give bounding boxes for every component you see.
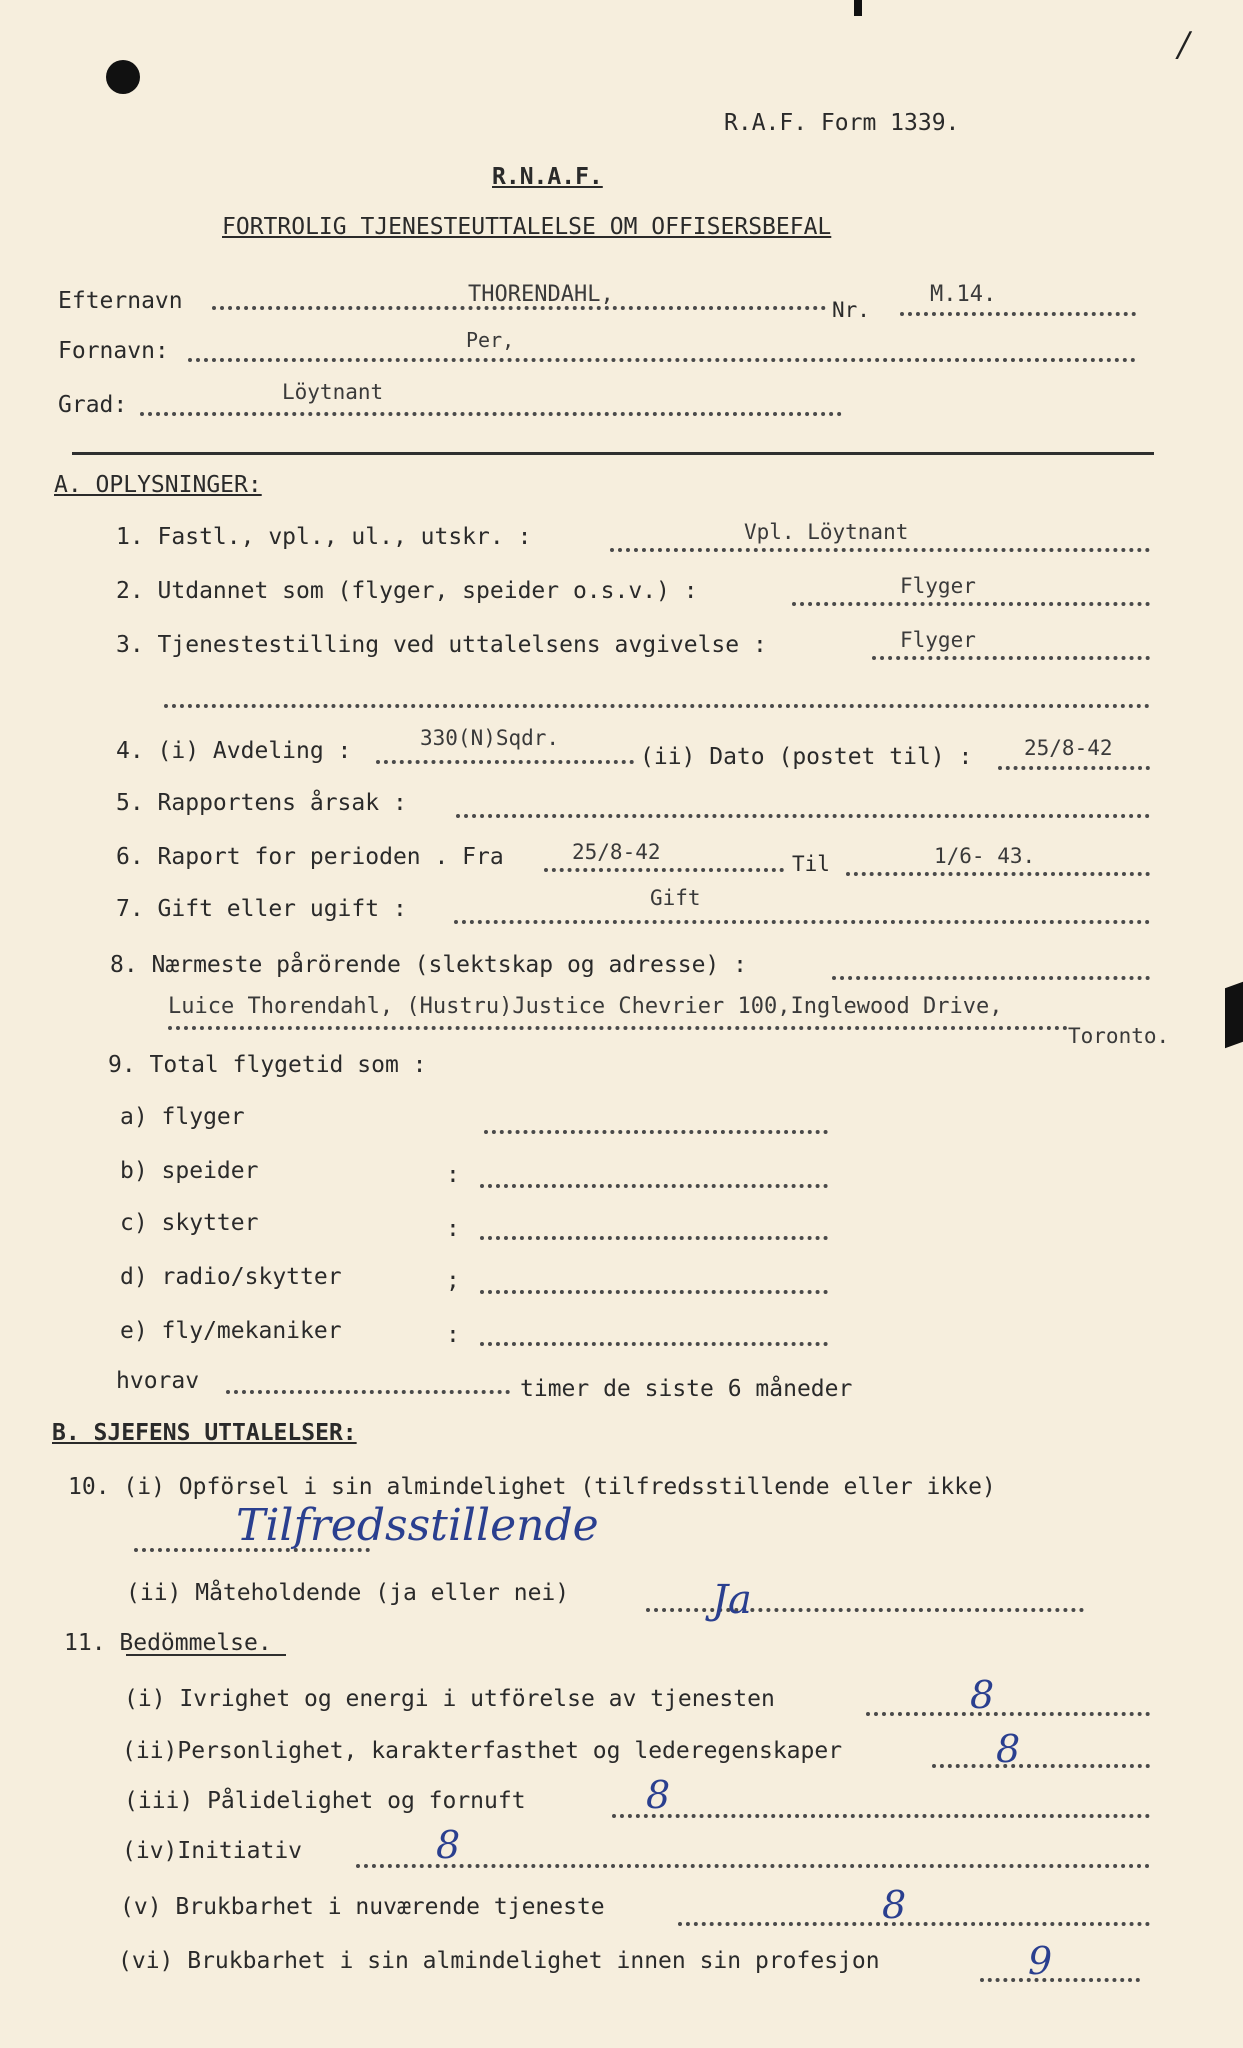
q10ii-label: (ii) Måteholdende (ja eller nei) [126, 1580, 570, 1606]
header-divider [72, 452, 1154, 455]
q4-dotted-line [376, 760, 634, 764]
q4-value: 330(N)Sqdr. [420, 726, 560, 750]
q1-dotted-line [610, 548, 1150, 552]
punch-hole [106, 60, 140, 94]
q6-from-dotted-line [544, 868, 784, 872]
q8-value-2: Toronto. [1068, 1024, 1170, 1048]
q9c-colon: : [446, 1216, 460, 1242]
q5-label: 5. Rapportens årsak : [116, 790, 407, 816]
q3-dotted-line-2 [164, 704, 1150, 708]
q3-label: 3. Tjenestestilling ved uttalelsens avgivelse : [116, 632, 767, 658]
document-title: FORTROLIG TJENESTEUTTALELSE OM OFFISERSBEFAL [222, 214, 832, 240]
q5-dotted-line [456, 814, 1150, 818]
rating-3-dotted-line [612, 1814, 1150, 1818]
q4-label: 4. (i) Avdeling : [116, 738, 352, 764]
efternavn-value: THORENDAHL, [468, 282, 614, 307]
q10-label: 10. (i) Opförsel i sin almindelighet (tilfredsstillende eller ikke) [68, 1474, 996, 1500]
q4b-label: (ii) Dato (postet til) : [640, 744, 973, 770]
q7-label: 7. Gift eller ugift : [116, 896, 407, 922]
rating-6-label: (vi) Brukbarhet i sin almindelighet innen sin profesjon [118, 1948, 880, 1974]
top-binding-mark [854, 0, 862, 16]
rating-2-dotted-line [932, 1764, 1150, 1768]
q9c-dotted-line [480, 1236, 828, 1240]
q9-item-d: d) radio/skytter [120, 1264, 342, 1290]
edge-mark [1225, 982, 1243, 1049]
rating-5-dotted-line [678, 1922, 1150, 1926]
grad-value: Löytnant [282, 380, 384, 404]
rating-1-value: 8 [970, 1673, 995, 1717]
q10ii-handwritten-value: Ja [712, 1577, 752, 1623]
grad-dotted-line [140, 412, 842, 416]
q1-label: 1. Fastl., vpl., ul., utskr. : [116, 524, 532, 550]
hvorav-dotted-line [226, 1390, 510, 1394]
nr-dotted-line [900, 312, 1136, 316]
q6-til-value: 1/6- 43. [934, 844, 1036, 868]
q9-timer: timer de siste 6 måneder [520, 1376, 853, 1402]
rating-6-value: 9 [1028, 1939, 1053, 1983]
rating-3-value: 8 [646, 1773, 671, 1817]
q8-dotted-line [832, 976, 1150, 980]
rating-2-label: (ii)Personlighet, karakterfasthet og lederegenskaper [122, 1738, 843, 1764]
q9-hvorav: hvorav [116, 1368, 200, 1394]
q8-label: 8. Nærmeste pårörende (slektskap og adresse) : [110, 952, 747, 978]
nr-label: Nr. [832, 298, 870, 322]
q8-value: Luice Thorendahl, (Hustru)Justice Chevrier 100,Inglewood Drive, [168, 994, 1003, 1019]
section-b-heading: B. SJEFENS UTTALELSER: [52, 1420, 357, 1446]
fornavn-dotted-line [188, 358, 1136, 362]
q4b-dotted-line [998, 766, 1150, 770]
q9-item-b: b) speider [120, 1158, 259, 1184]
section-a-heading: A. OPLYSNINGER: [54, 472, 262, 498]
q6-til-label: Til [792, 852, 830, 876]
form-number: R.A.F. Form 1339. [724, 110, 960, 136]
q9b-colon: : [446, 1162, 460, 1188]
rating-3-label: (iii) Pålidelighet og fornuft [124, 1788, 526, 1814]
q11-underline [126, 1654, 286, 1656]
q2-value: Flyger [900, 574, 976, 598]
q9-item-a: a) flyger [120, 1104, 245, 1130]
rating-4-dotted-line [356, 1864, 1150, 1868]
q7-value: Gift [650, 886, 701, 910]
q9a-dotted-line [484, 1130, 828, 1134]
rating-1-dotted-line [866, 1712, 1150, 1716]
rating-1-label: (i) Ivrighet og energi i utförelse av tjenesten [124, 1686, 775, 1712]
q6-label: 6. Raport for perioden . Fra [116, 844, 504, 870]
q9b-dotted-line [480, 1184, 828, 1188]
fornavn-label: Fornavn: [58, 338, 169, 364]
rating-6-dotted-line [980, 1978, 1140, 1982]
q7-dotted-line [454, 920, 1150, 924]
rating-4-value: 8 [436, 1823, 461, 1867]
q11-label: 11. Bedömmelse. [64, 1630, 272, 1656]
fornavn-value: Per, [466, 328, 515, 352]
rating-5-value: 8 [882, 1883, 907, 1927]
org-title: R.N.A.F. [492, 164, 603, 190]
margin-mark: / [1178, 25, 1190, 65]
q9e-dotted-line [480, 1342, 828, 1346]
rating-5-label: (v) Brukbarhet i nuværende tjeneste [120, 1894, 605, 1920]
q3-dotted-line [872, 656, 1150, 660]
q9d-colon: ; [446, 1268, 460, 1294]
q9-label: 9. Total flygetid som : [108, 1052, 427, 1078]
q6-til-dotted-line [846, 872, 1150, 876]
rating-4-label: (iv)Initiativ [122, 1838, 303, 1864]
q9d-dotted-line [480, 1290, 828, 1294]
q9e-colon: : [446, 1322, 460, 1348]
q4b-value: 25/8-42 [1024, 736, 1113, 760]
efternavn-label: Efternavn [58, 288, 183, 314]
q2-dotted-line [792, 602, 1150, 606]
q1-value: Vpl. Löytnant [744, 520, 909, 544]
q9-item-c: c) skytter [120, 1210, 259, 1236]
rating-2-value: 8 [996, 1727, 1021, 1771]
q10-handwritten-value: Tilfredsstillende [236, 1500, 599, 1551]
nr-value: M.14. [930, 282, 997, 307]
q9-item-e: e) fly/mekaniker [120, 1318, 342, 1344]
q2-label: 2. Utdannet som (flyger, speider o.s.v.) : [116, 578, 698, 604]
grad-label: Grad: [58, 392, 128, 418]
q6-from-value: 25/8-42 [572, 840, 661, 864]
q8-dotted-line-2 [168, 1026, 1068, 1030]
q3-value: Flyger [900, 628, 976, 652]
